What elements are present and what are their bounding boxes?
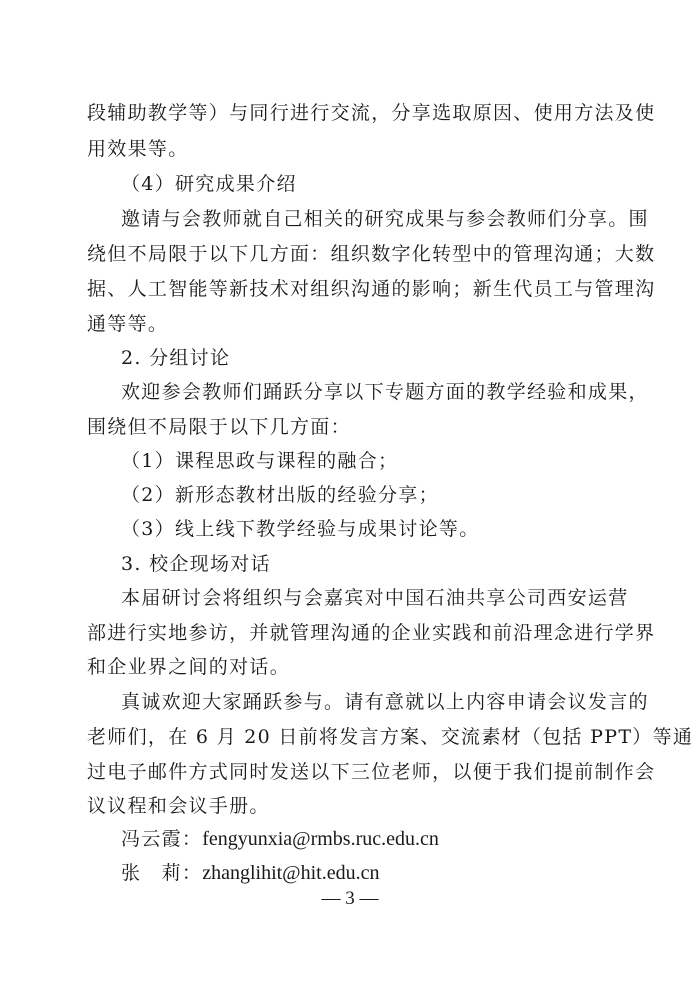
paragraph-line: 本届研讨会将组织与会嘉宾对中国石油共享公司西安运营 (121, 587, 629, 609)
section-heading: （4）研究成果介绍 (121, 173, 297, 195)
page-number: — 3 — (321, 888, 379, 909)
list-item: （1）课程思政与课程的融合； (121, 450, 399, 472)
section-heading: 2. 分组讨论 (121, 347, 231, 369)
paragraph-line: 段辅助教学等）与同行进行交流，分享选取原因、使用方法及使 (87, 102, 656, 124)
paragraph-line: 过电子邮件方式同时发送以下三位老师，以便于我们提前制作会 (87, 761, 656, 783)
contact-name: 张 莉： (121, 862, 203, 884)
contact-line (121, 822, 439, 856)
paragraph-line: 据、人工智能等新技术对组织沟通的影响；新生代员工与管理沟 (87, 278, 656, 300)
paragraph-line: 真诚欢迎大家踊跃参与。请有意就以上内容申请会议发言的 (121, 691, 649, 713)
list-item: （3）线上线下教学经验与成果讨论等。 (121, 518, 480, 540)
paragraph-line: 老师们，在 6 月 20 日前将发言方案、交流素材（包括 PPT）等通 (87, 726, 694, 748)
contact-email-link[interactable]: zhanglihit@hit.edu.cn (202, 862, 380, 884)
paragraph-line: 绕但不局限于以下几方面：组织数字化转型中的管理沟通；大数 (87, 243, 656, 265)
paragraph-line: 用效果等。 (87, 138, 189, 160)
contact-email-link[interactable]: fengyunxia@rmbs.ruc.edu.cn (202, 828, 439, 850)
paragraph-line: 通等等。 (87, 313, 169, 335)
contact-name: 冯云霞： (121, 828, 203, 850)
section-heading: 3. 校企现场对话 (121, 553, 271, 575)
paragraph-line: 和企业界之间的对话。 (87, 656, 291, 678)
paragraph-line: 部进行实地参访，并就管理沟通的企业实践和前沿理念进行学界 (87, 622, 656, 644)
paragraph-line: 邀请与会教师就自己相关的研究成果与参会教师们分享。围 (121, 208, 649, 230)
paragraph-line: 欢迎参会教师们踊跃分享以下专题方面的教学经验和成果， (121, 381, 649, 403)
paragraph-line: 围绕但不局限于以下几方面： (87, 416, 351, 438)
list-item: （2）新形态教材出版的经验分享； (121, 484, 439, 506)
paragraph-line: 议议程和会议手册。 (87, 795, 270, 817)
